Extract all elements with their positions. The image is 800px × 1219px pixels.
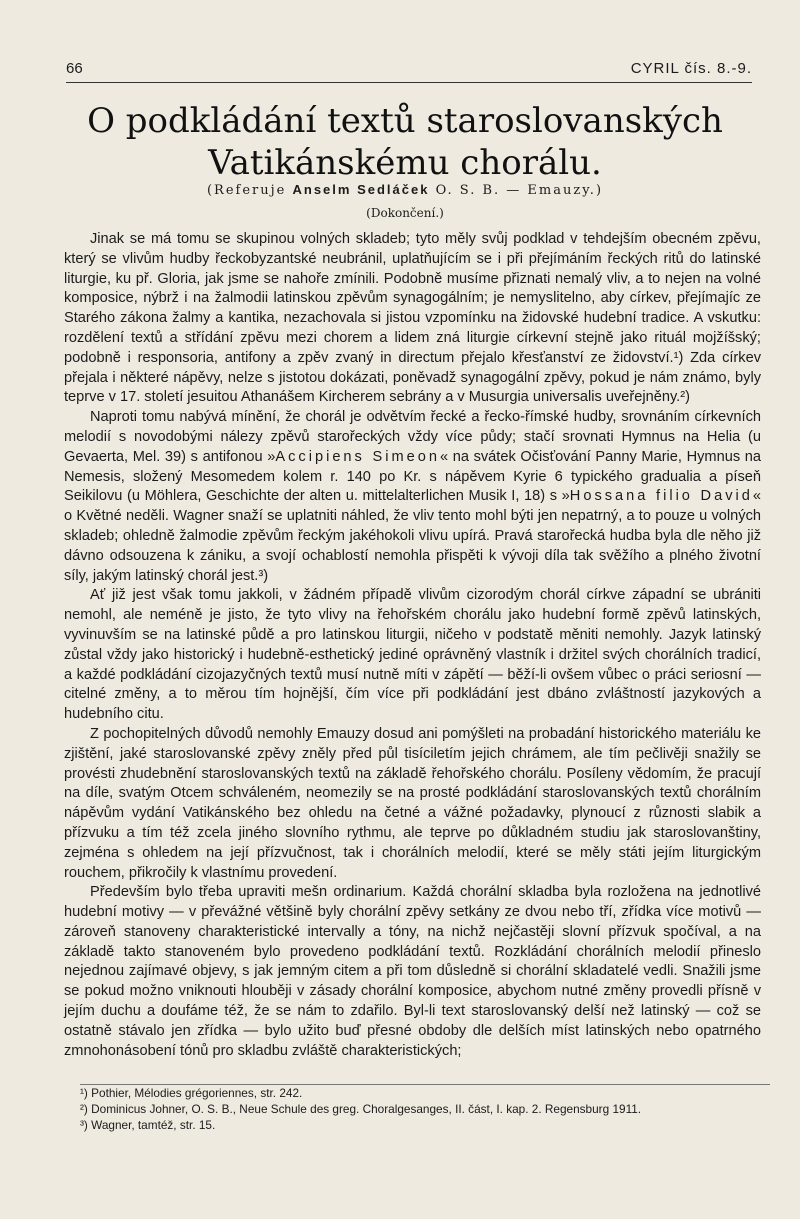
- footnote-3: ³) Wagner, tamtéž, str. 15.: [80, 1118, 216, 1132]
- paragraph-1: Jinak se má tomu se skupinou volných skladeb; tyto měly svůj podklad v tehdejším obecném zpěvu, který se vlivům hudby řeckobyzantské neubránil, uplatňujícím se i při přejímáním řeckých ritů do latinské liturgie, ku př. Gloria, jak jsme se nahoře zmínili. Podobně musíme přiznati nemalý vliv, a to nejen na volné komposice, nýbrž i na žalmodii latinskou zpěvům synagogálním; je nemyslitelno, aby církev, přejímajíc ze Starého zákona žalmy a kantika, nezachovala si jistou vzpomínku na židovské hudební tradice. A vskutku: rozdělení textů a střídání zpěvu mezi chorem a lidem zná liturgie církevní stejně jako rituál mojžíšský; podobně i responsoria, antifony a zpěv zvaný in directum přejalo křesťanství ze židovství.¹) Zda církev přejala i některé nápěvy, nelze s jistotou dokázati, poněvadž synagogální zpěvy, pokud je nám známo, byly teprve v 17. století jesuitou Athanášem Kircherem sebrány a v Musurgia universalis uveřejněny.²): [64, 231, 761, 406]
- continuation-note: (Dokončení.): [366, 206, 444, 220]
- quoted-chant: Hossana filio David: [569, 488, 753, 505]
- paragraph-3: Ať již jest však tomu jakkoli, v žádném případě vlivům cizorodým chorál církve západní se ubrániti nemohl, ale neméně je jisto, že tyto vlivy na řehořském chorálu jako hudební formě zpěvů latinských, vyvinuvším se na latinské půdě a pro latinskou liturgii, ničeho v podstatě měniti nemohly. Jazyk latinský zůstal vždy jako historický i hudebně-esthetický jediné oprávněný vlastník i držitel svých chorálních tradicí, a každé podkládání cizojazyčných textů musí nutně míti v zápětí — běží-li ovšem vůbec o práci seriosní — citelné změny, a to měrou tím hojnější, čím více při podkládání jest dbáno zvláštností jazykových a hudebního citu.: [64, 587, 761, 723]
- footnote-1: ¹) Pothier, Mélodies grégoriennes, str. 242.: [80, 1086, 303, 1100]
- title-line-2: Vatikánskému chorálu.: [208, 143, 602, 183]
- author-name: Anselm Sedláček: [292, 182, 430, 197]
- footnote-2: ²) Dominicus Johner, O. S. B., Neue Schule des greg. Choralgesanges, II. část, I. kap. 2. Regensburg 1911.: [80, 1102, 642, 1116]
- article-body: [64, 230, 761, 1061]
- paragraph-4: Z pochopitelných důvodů nemohly Emauzy dosud ani pomýšleti na probadání historického materiálu ke zjištění, jaké staroslovanské zpěvy zněly před půl tisíciletím jejich chrámem, ale tím pečlivěji snažily se provésti zhudebnění staroslovanských textů na základě řehořského chorálu. Posíleny vědomím, že pracují na díle, svatým Otcem schváleném, neomezily se na prosté podkládání staroslovanských textů chorálním nápěvům vydání Vatikánského bez ohledu na četné a vážné požadavky, plynoucí z různosti slabik a přízvuku a tím též zcela jiného slovního rythmu, ale teprve po důkladném studiu jak staroslovanštiny, zejména s ohledem na její přízvučnost, tak i chorálních melodií, které se měly státi jejím liturgickým rouchem, přikročily k vlastnímu provedení.: [64, 725, 761, 881]
- paragraph-2: Naproti tomu nabývá mínění, že chorál je odvětvím řecké a řecko-římské hudby, srovnáním církevních melodií s novodobými nálezy zpěvů starořeckých vždy více půdy; stačí srovnati Hymnus na Helia (u Gevaerta, Mel. 39) s antifonou »Accipiens Simeon« na svátek Očisťování Panny Marie, Hymnus na Nemesis, složený Mesomedem kolem r. 140 po Kr. s nápěvem Kyrie 6 typického gradualia a píseň Seikilovu (u Möhlera, Geschichte der alten u. mittelalterlichen Musik I, 18) s »Hossana filio David« o Květné neděli. Wagner snaží se uplatniti náhled, že vliv tento mohl býti jen nepatrný, a to pouze u volných skladeb; ohledně žalmodie zpěvům řeckým jakéhokoli vlivu upírá. Pravá starořecká hudba byla dle něho již dávno odsouzena k zániku, a svojí ochablostí nemohla přispěti k vývoji díla tak svěžího a plného životní síly, jakým latinský chorál jest.³): [64, 409, 761, 584]
- title-line-1: O podkládání textů staroslovanských: [87, 101, 723, 141]
- article-title: [60, 100, 750, 184]
- byline-suffix: O. S. B. — Emauzy.): [429, 183, 604, 198]
- footnotes: [80, 1084, 770, 1133]
- journal-issue: CYRIL čís. 8.-9.: [630, 60, 752, 77]
- running-header: [66, 58, 752, 83]
- page-number: 66: [66, 60, 83, 77]
- byline: [60, 182, 750, 198]
- paragraph-5: Především bylo třeba upraviti mešn ordinarium. Každá chorální skladba byla rozložena na jednotlivé hudební motivy — v převážné většině byly chorální zpěvy setkány ze dvou nebo tří, zřídka více motivů — zároveň stanoveny charakteristické intervally a tóny, na nichž nejčastěji slovní přízvuk spočíval, a na základě takto stanoveném bylo provedeno podkládání textů. Rozkládání chorálních melodií přineslo nejednou zajímavé objevy, s jak jemným citem a při tom důsledně si chorální skladatelé vedli. Snažili jsme se pokud možno vniknouti hlouběji v zásady chorální komposice, abychom nutné změny provedli přísně v jejím duchu a doufáme též, že se nám to zdařilo. Byl-li text staroslovanský delší než latinský — což se ostatně stávalo jen zřídka — bylo užito buď přesné obdoby dle delších míst latinských nebo opatrného zmnohonásobení tónů pro skladbu zvláště charakteristických;: [64, 884, 761, 1059]
- quoted-antiphon: Accipiens Simeon: [275, 448, 440, 465]
- byline-prefix: (Referuje: [206, 183, 293, 198]
